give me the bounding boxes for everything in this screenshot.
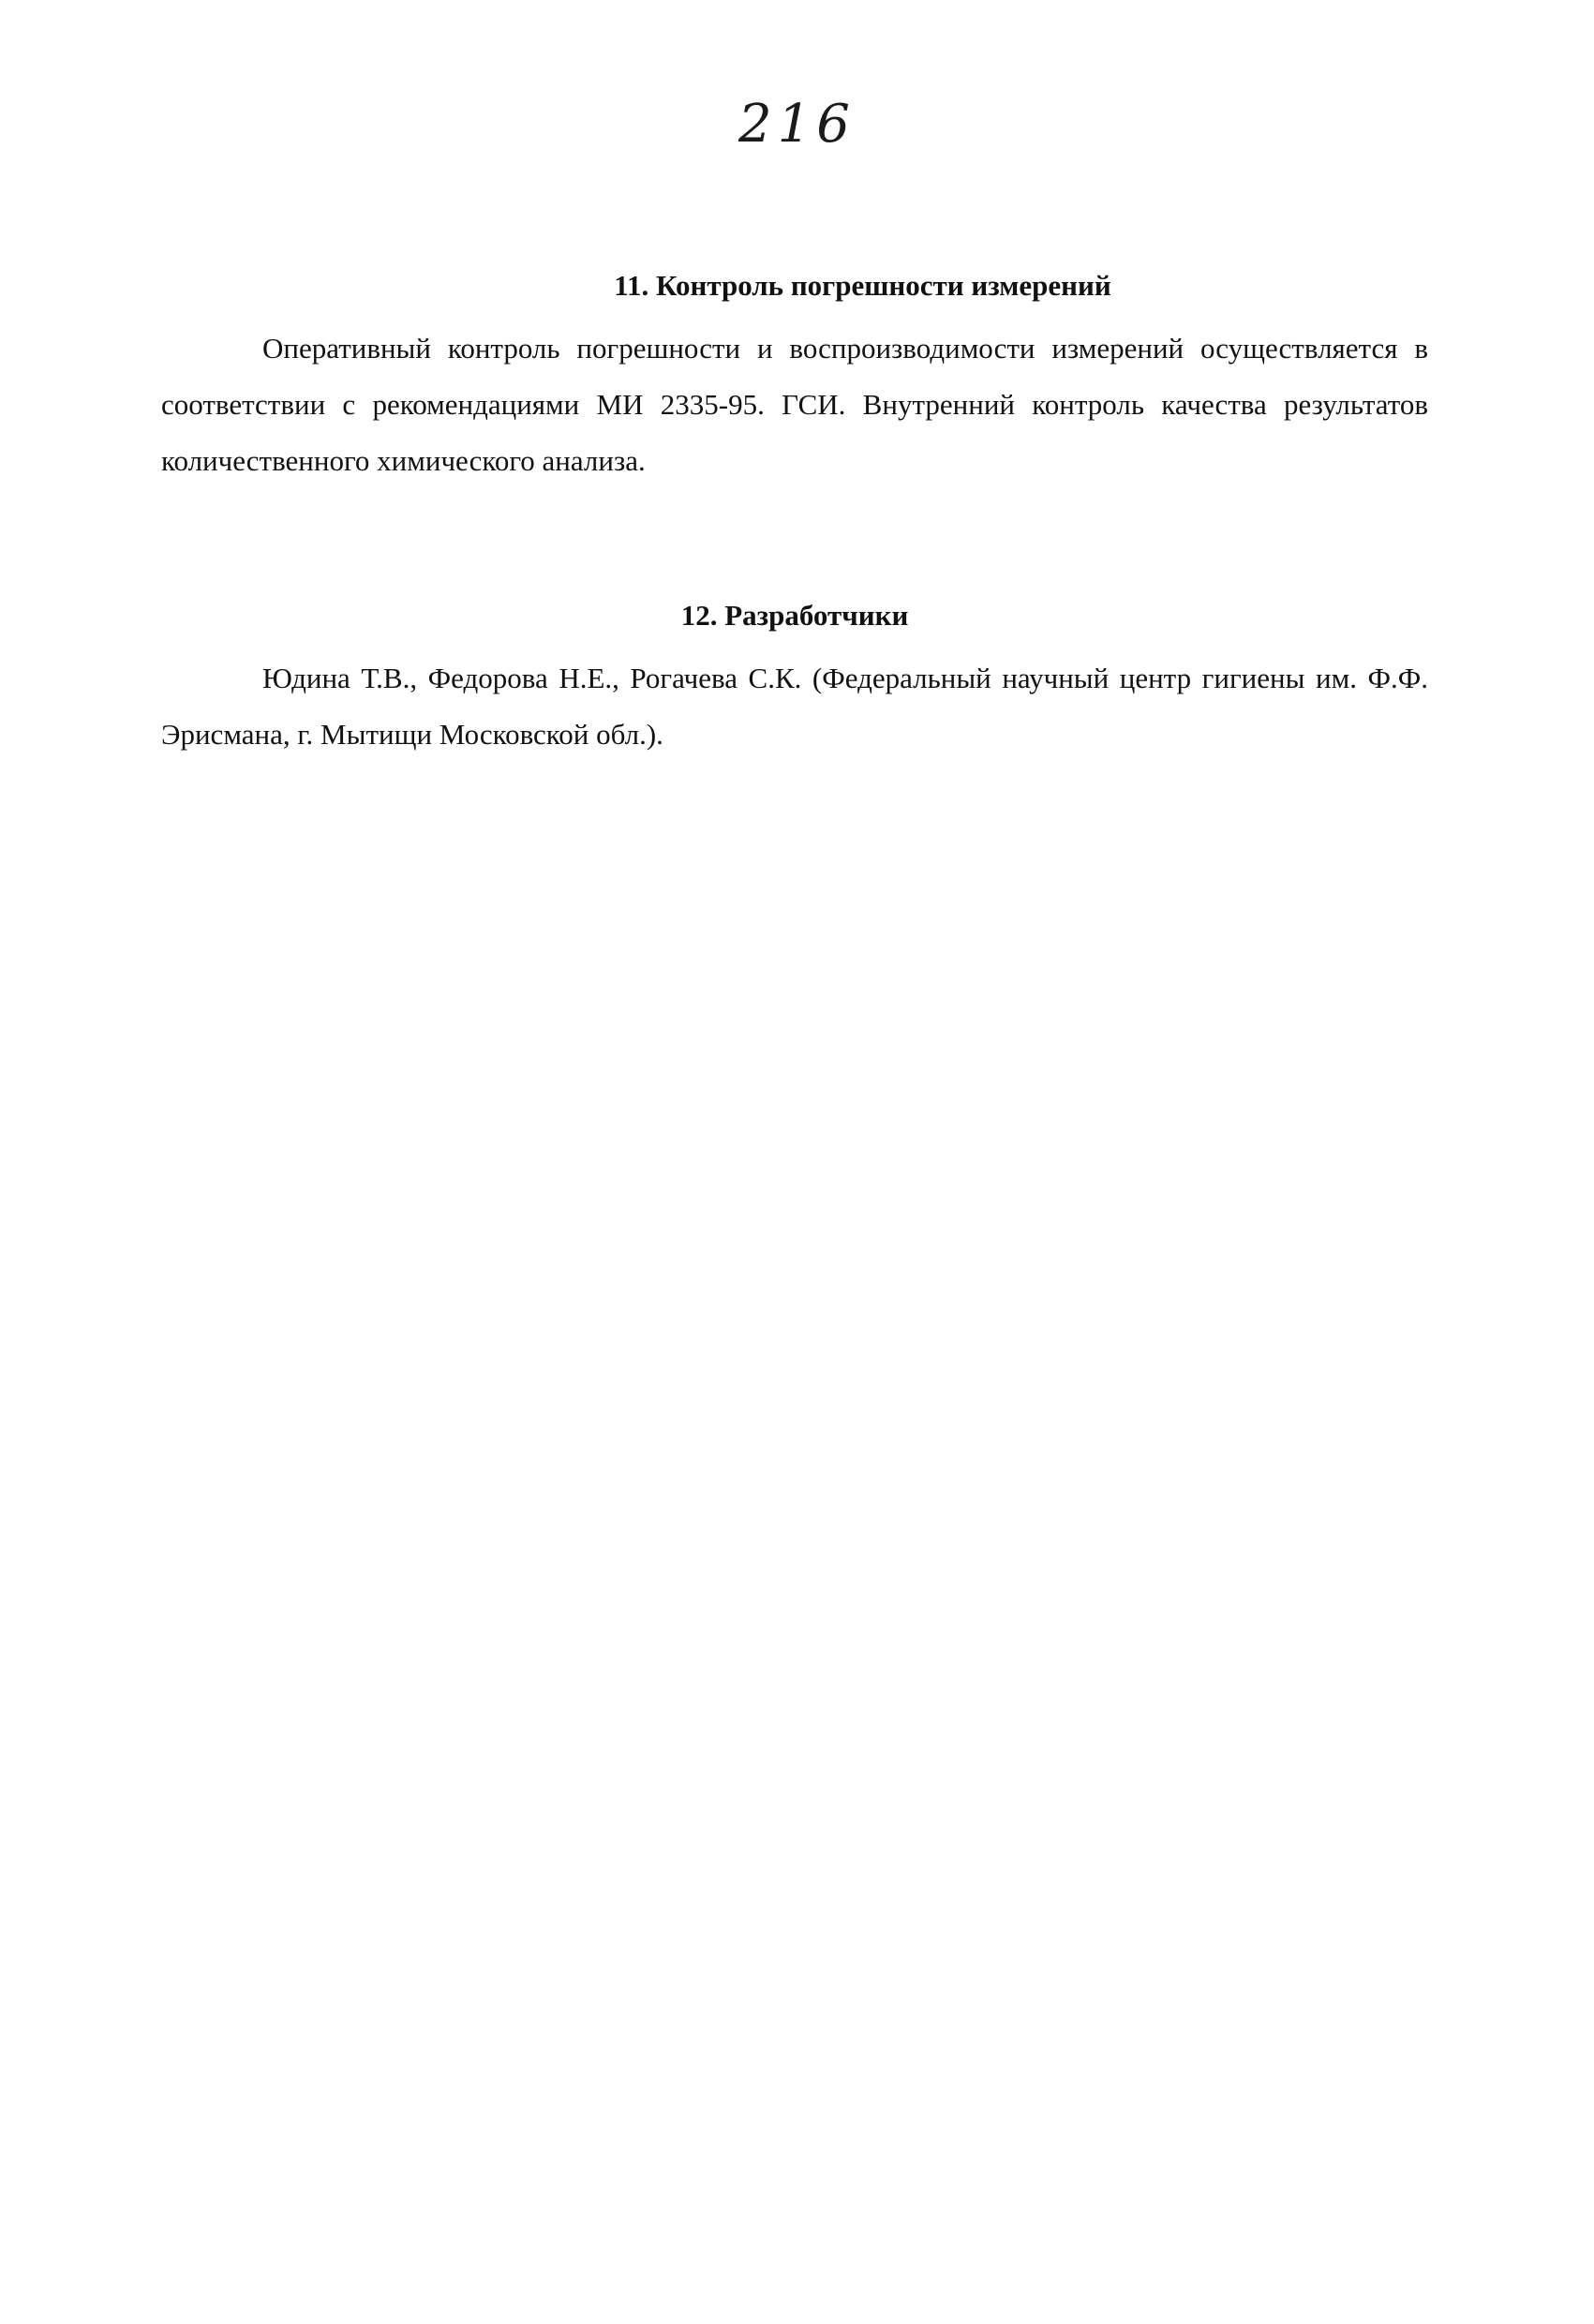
section-heading: 11. Контроль погрешности измерений xyxy=(614,269,1111,302)
document-content xyxy=(161,264,1428,763)
section-paragraph: Юдина Т.В., Федорова Н.Е., Рогачева С.К. (Федеральный научный центр гигиены им. Ф.Ф. Эрисмана, г. Мытищи Московской обл.). xyxy=(161,662,1428,751)
section-quality-control xyxy=(161,264,1428,489)
section-paragraph: Оперативный контроль погрешности и воспроизводимости измерений осуществляется в соответствии с рекомендациями МИ 2335-95. ГСИ. Внутренний контроль качества результатов количественного химического анализа. xyxy=(161,332,1428,477)
page-number: 216 xyxy=(738,94,856,155)
section-developers xyxy=(161,594,1428,763)
section-heading: 12. Разработчики xyxy=(680,599,909,632)
